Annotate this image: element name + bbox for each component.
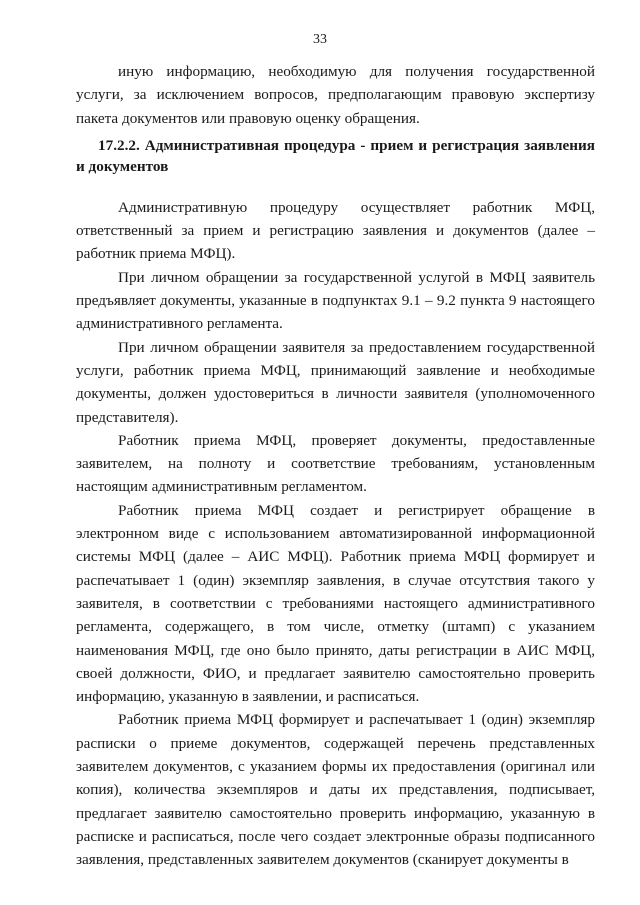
paragraph: При личном обращении за государственной услугой в МФЦ заявитель предъявляет документы, указанные в подпунктах 9.1 – 9.2 пункта 9 настоящего административного регламента. (76, 268, 595, 333)
paragraph: Административную процедуру осуществляет работник МФЦ, ответственный за прием и регистрацию заявления и документов (далее – работник приема МФЦ). (76, 198, 595, 263)
paragraph: Работник приема МФЦ создает и регистрирует обращение в электронном виде с использованием автоматизированной информационной системы МФЦ (далее – АИС МФЦ). Работник приема МФЦ формирует и распечатывает 1 (один) экземпляр заявления, в случае отсутствия такого у заявителя, в соответствии с требованиями настоящего административного регламента, содержащего, в том числе, отметку (штамп) с указанием наименования МФЦ, где оно было принято, даты регистрации в АИС МФЦ, своей должности, ФИО, и предлагает заявителю самостоятельно проверить информацию, указанную в заявлении, и расписаться. (76, 501, 595, 706)
paragraph: Работник приема МФЦ, проверяет документы, предоставленные заявителем, на полноту и соответствие требованиям, установленным настоящим административным регламентом. (76, 431, 595, 496)
paragraph: При личном обращении заявителя за предоставлением государственной услуги, работник приема МФЦ, принимающий заявление и необходимые документы, должен удостовериться в личности заявителя (уполномоченного представителя). (76, 338, 595, 426)
section-heading: 17.2.2. Административная процедура - прием и регистрация заявления и документов (76, 136, 595, 175)
paragraph-continuation: иную информацию, необходимую для получения государственной услуги, за исключением вопросов, предполагающим правовую экспертизу пакета документов или правовую оценку обращения. (76, 63, 595, 127)
paragraph: Работник приема МФЦ формирует и распечатывает 1 (один) экземпляр расписки о приеме документов, содержащей перечень представленных заявителем документов, с указанием формы их предоставления (оригинал или копия), количества экземпляров и даты их представления, подписывает, предлагает заявителю самостоятельно проверить информацию, указанную в расписке и расписаться, после чего создает электронные образы подписанного заявления, представленных заявителем документов (сканирует документы в (76, 711, 595, 869)
document-body (76, 60, 595, 872)
page-number: 33 (313, 32, 327, 47)
